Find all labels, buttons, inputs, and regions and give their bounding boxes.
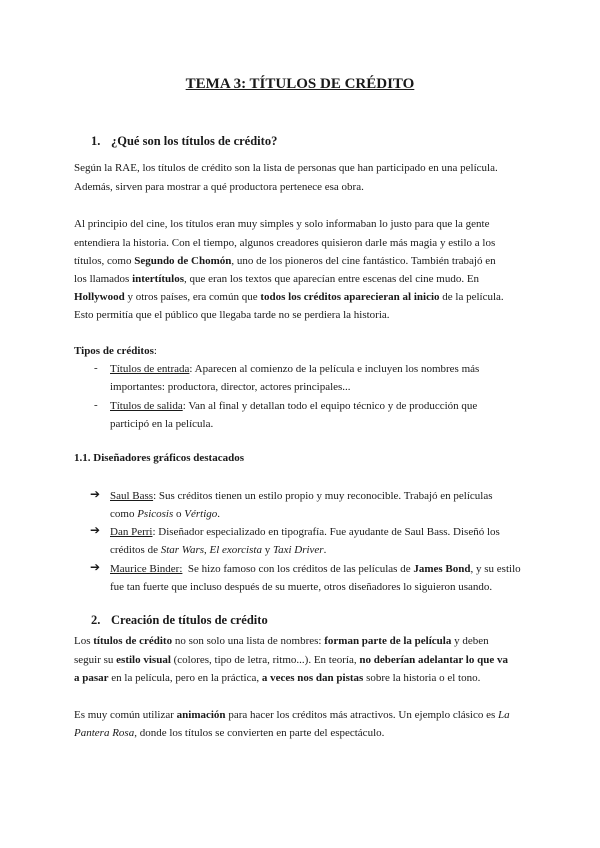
text-run: : [153,345,157,357]
bold-run: animación [176,709,226,721]
list-dash: - [94,399,98,411]
text-run: . [217,508,221,520]
tipo1-line1 [110,362,479,376]
text-run: , uno de los pioneros del cine fantástico. También trabajó en [231,255,496,267]
text-run: Es muy común utilizar [74,709,177,721]
arrow-bullet-icon: ➔ [90,523,101,537]
perri-line1 [110,525,500,539]
text-run: títulos, como [74,255,135,267]
text-run: los llamados [74,273,133,285]
s2p2-line1 [74,708,510,722]
section-2-number: 2. [91,613,101,627]
italic-run: Star Wars [160,544,205,556]
bold-run: Hollywood [74,291,125,303]
text-run: , [204,544,210,556]
bold-run: títulos de crédito [93,635,173,647]
para1-line2: Además, sirven para mostrar a qué productora pertenece esa obra. [74,181,364,193]
text-run: en la película, pero en la práctica, [108,672,262,684]
text-run: como [110,508,138,520]
bold-run: a veces nos dan pistas [261,672,364,684]
para2-line6: Esto permitía que el público que llegaba tarde no se perdiera la historia. [74,309,390,321]
text-run: (colores, tipo de letra, ritmo...). En teoría, [170,654,360,666]
text-run: y deben [451,635,489,647]
section-1-heading [91,134,277,149]
italic-run: Vértigo [184,508,218,520]
bold-run: James Bond [413,563,471,575]
underlined-term: Saul Bass [110,490,154,502]
list-dash: - [94,362,98,374]
s2p1-line1 [74,634,489,648]
text-run: , donde los títulos se convierten en parte del espectáculo. [134,727,385,739]
s2p1-line2 [74,653,508,667]
page-title: TEMA 3: TÍTULOS DE CRÉDITO [185,76,415,92]
subsection-1-1-heading: 1.1. Diseñadores gráficos destacados [74,452,244,464]
tipo1-line2: importantes: productora, director, actores principales... [110,381,351,393]
bold-run: intertítulos [132,273,185,285]
text-run: , y su estilo [470,563,521,575]
para2-line4 [74,272,479,286]
binder-line1 [110,562,521,576]
section-1-title: ¿Qué son los títulos de crédito? [111,134,278,148]
text-run: : Aparecen al comienzo de la película e incluyen los nombres más [189,363,480,375]
text-run: no son solo una lista de nombres: [172,635,325,647]
tipo2-line2: participó en la película. [110,418,214,430]
italic-run: Pantera Rosa [74,727,135,739]
text-run: Se hizo famoso con los créditos de las películas de [182,563,414,575]
para2-line2: entendiera la historia. Con el tiempo, algunos creadores quisieron darle más magia y estilo a los [74,237,496,249]
underlined-term: Títulos de entrada [110,363,190,375]
section-2-title: Creación de títulos de crédito [111,613,268,627]
bold-run: no deberían adelantar lo que va [359,654,508,666]
binder-line2: fue tan fuerte que incluso después de su muerte, otros diseñadores lo siguieron usando. [110,581,493,593]
bold-run: a pasar [74,672,109,684]
bass-line2 [110,507,220,521]
s2p1-line3 [74,671,480,685]
s2p2-line2 [74,726,384,740]
arrow-bullet-icon: ➔ [90,560,101,574]
arrow-bullet-icon: ➔ [90,487,101,501]
text-run: , que eran los textos que aparecían entre escenas del cine mudo. En [184,273,480,285]
text-run: de la película. [439,291,504,303]
italic-run: La [498,709,510,721]
bass-line1 [110,489,493,503]
underlined-term: Dan Perri [110,526,153,538]
italic-run: Taxi Driver [272,544,324,556]
bold-run: Segundo de Chomón [134,255,232,267]
para2-line5 [74,290,504,304]
text-run: : Van al final y detallan todo el equipo técnico y de producción que [182,400,478,412]
tipos-heading [74,344,157,358]
tipo2-line1 [110,399,477,413]
text-run: créditos de [110,544,161,556]
underlined-term: Títulos de salida [110,400,183,412]
text-run: y otros países, era común que [124,291,261,303]
text-run: : Sus créditos tienen un estilo propio y muy reconocible. Trabajó en películas [153,490,493,502]
bold-run: forman parte de la película [324,635,452,647]
text-run: y [261,544,273,556]
para2-line3 [74,254,496,268]
para2-line1: Al principio del cine, los títulos eran muy simples y solo informaban lo justo para que la gente [74,218,490,230]
perri-line2 [110,543,326,557]
section-1-number: 1. [91,134,101,148]
bold-run: Tipos de créditos [74,345,154,357]
text-run: o [173,508,185,520]
text-run: sobre la historia o el tono. [363,672,481,684]
underlined-term: Maurice Binder: [110,563,183,575]
italic-run: Psicosis [137,508,174,520]
bold-run: todos los créditos aparecieran al inicio [260,291,440,303]
text-run: . [323,544,327,556]
text-run: para hacer los créditos más atractivos. Un ejemplo clásico es [225,709,499,721]
text-run: : Diseñador especializado en tipografía. Fue ayudante de Saul Bass. Diseñó los [152,526,500,538]
section-2-heading [91,613,268,628]
para1-line1: Según la RAE, los títulos de crédito son la lista de personas que han participado en una película. [74,162,498,174]
italic-run: El exorcista [209,544,262,556]
text-run: Los [74,635,94,647]
bold-run: estilo visual [116,654,171,666]
text-run: seguir su [74,654,117,666]
